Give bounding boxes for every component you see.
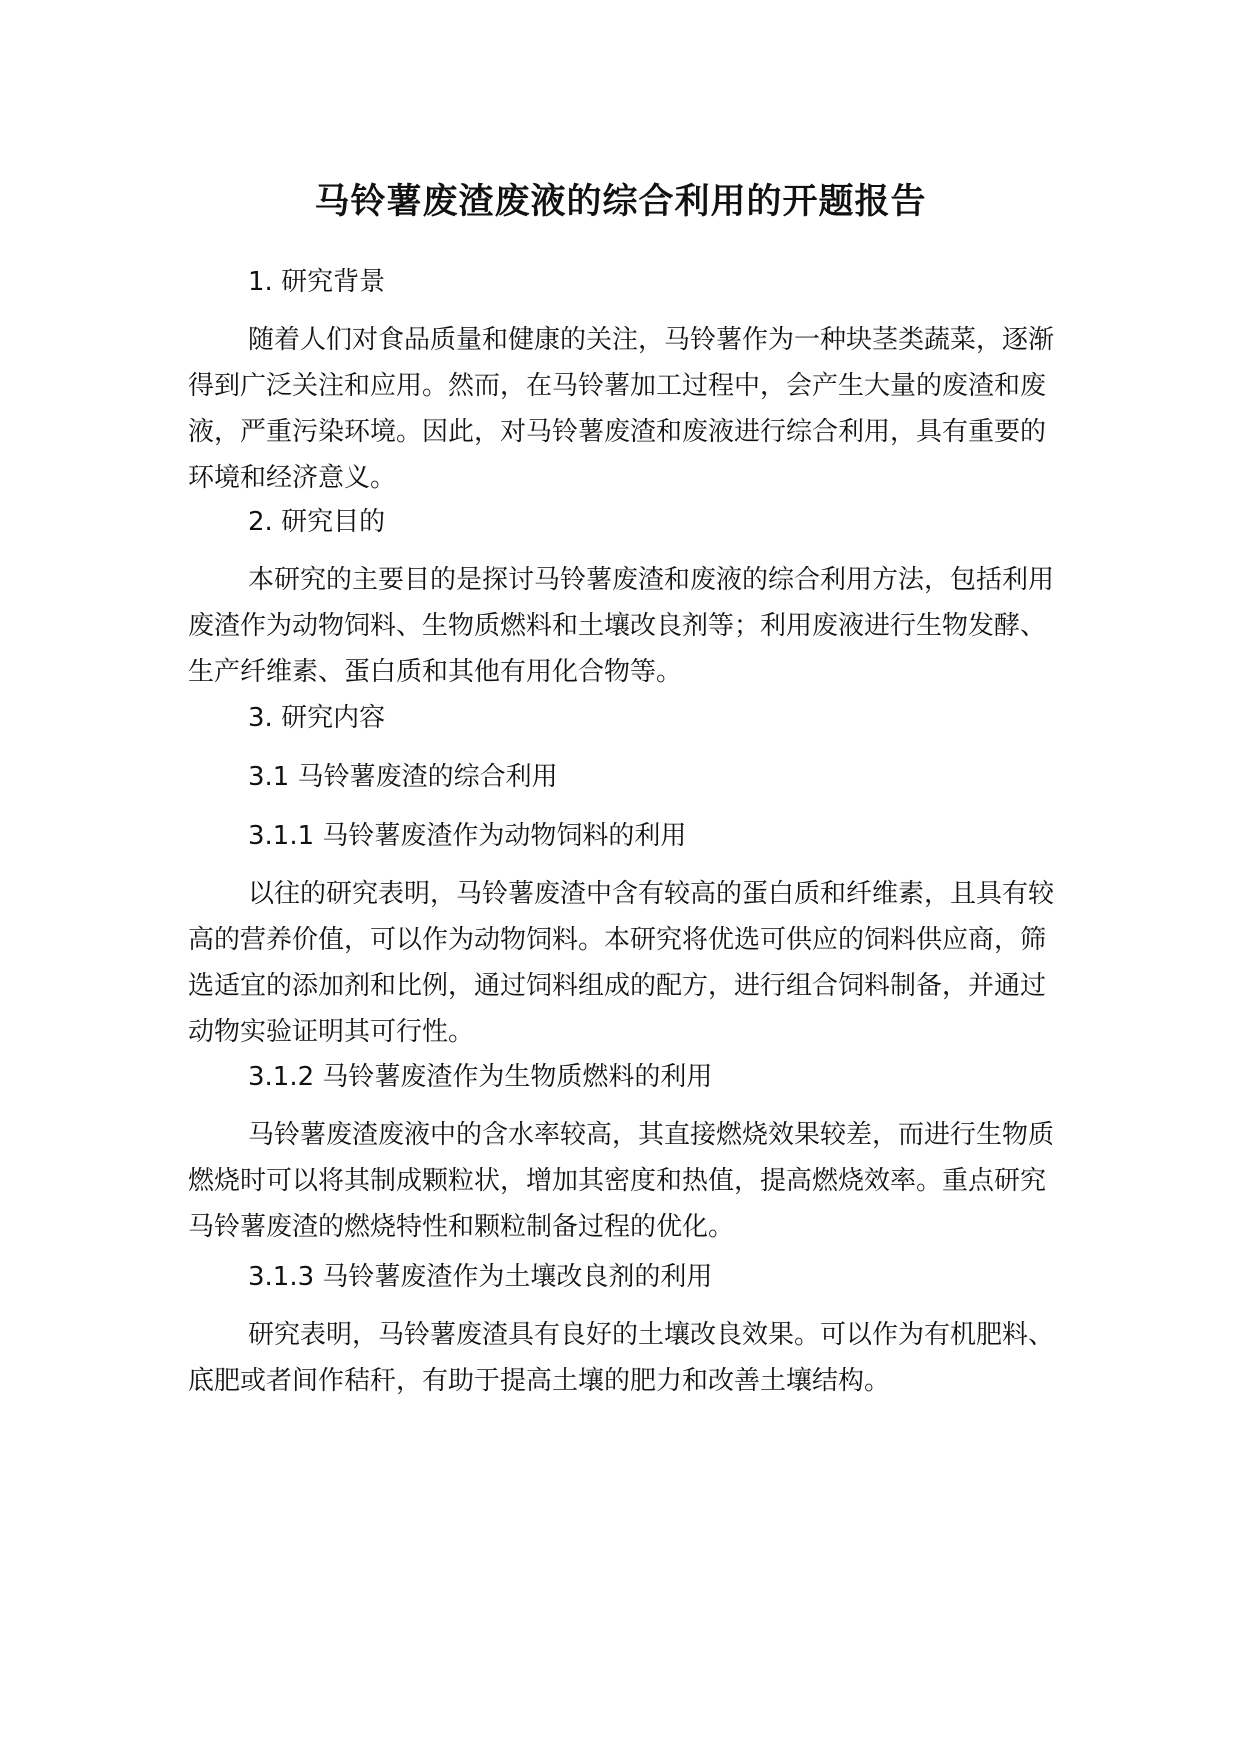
subsection-heading-3-1-1: 3.1.1 马铃薯废渣作为动物饲料的利用	[248, 821, 687, 851]
paragraph-3-1-2: 马铃薯废渣废液中的含水率较高，其直接燃烧效果较差，而进行生物质燃烧时可以将其制成颗粒状，增加其密度和热值，提高燃烧效率。重点研究马铃薯废渣的燃烧特性和颗粒制备过程的优化。	[188, 1120, 1055, 1242]
paragraph-3-1-1: 以往的研究表明，马铃薯废渣中含有较高的蛋白质和纤维素，且具有较高的营养价值，可以作为动物饲料。本研究将优选可供应的饲料供应商，筛选适宜的添加剂和比例，通过饲料组成的配方，进行组合饲料制备，并通过动物实验证明其可行性。	[188, 879, 1055, 1047]
section-heading-purpose: 2. 研究目的	[248, 507, 386, 537]
subsection-heading-3-1: 3.1 马铃薯废渣的综合利用	[248, 762, 558, 792]
subsection-heading-3-1-2: 3.1.2 马铃薯废渣作为生物质燃料的利用	[248, 1062, 713, 1092]
section-heading-background: 1. 研究背景	[248, 267, 386, 297]
section-heading-content: 3. 研究内容	[248, 703, 386, 733]
paragraph-background: 随着人们对食品质量和健康的关注，马铃薯作为一种块茎类蔬菜，逐渐得到广泛关注和应用。然而，在马铃薯加工过程中，会产生大量的废渣和废液，严重污染环境。因此，对马铃薯废渣和废液进行综合利用，具有重要的环境和经济意义。	[188, 325, 1055, 493]
paragraph-purpose: 本研究的主要目的是探讨马铃薯废渣和废液的综合利用方法，包括利用废渣作为动物饲料、生物质燃料和土壤改良剂等；利用废液进行生物发酵、生产纤维素、蛋白质和其他有用化合物等。	[188, 565, 1055, 687]
page-title: 马铃薯废渣废液的综合利用的开题报告	[314, 182, 927, 222]
paragraph-3-1-3: 研究表明，马铃薯废渣具有良好的土壤改良效果。可以作为有机肥料、底肥或者间作秸秆，有助于提高土壤的肥力和改善土壤结构。	[188, 1320, 1055, 1396]
subsection-heading-3-1-3: 3.1.3 马铃薯废渣作为土壤改良剂的利用	[248, 1262, 713, 1292]
